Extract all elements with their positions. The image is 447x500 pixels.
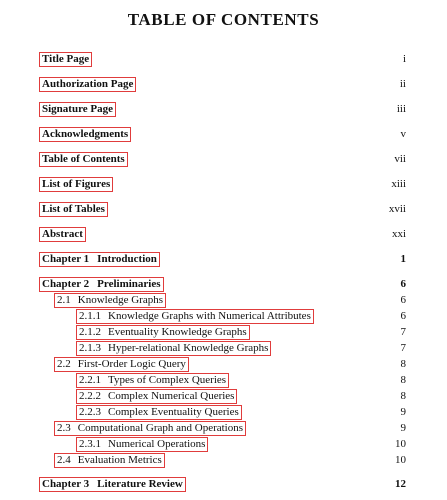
toc-link-acknowledgments[interactable]: Acknowledgments (39, 127, 131, 142)
toc-entry-section-2-1-2 (0, 325, 447, 341)
toc-link-section-2-2-3[interactable] (76, 405, 242, 420)
section-number: 2.1.3 (79, 342, 101, 354)
section-number: 2.1 (57, 294, 71, 306)
section-number: 2.1.2 (79, 326, 101, 338)
toc-page-number: 9 (400, 406, 406, 418)
section-title: Complex Eventuality Queries (108, 406, 239, 418)
toc-link-section-2-1-1[interactable] (76, 309, 314, 324)
section-title: Types of Complex Queries (108, 374, 227, 386)
toc-entry-section-2-3 (0, 421, 447, 437)
toc-page-number: xxi (391, 228, 406, 240)
toc-link-section-2-1[interactable] (54, 293, 166, 308)
toc-page-number: 7 (400, 326, 406, 338)
toc-page-number: 6 (400, 294, 406, 306)
toc-link-section-2-3-1[interactable] (76, 437, 208, 452)
toc-page-number: 9 (400, 422, 406, 434)
section-number: 2.3 (57, 422, 71, 434)
toc-page-number: xiii (391, 178, 406, 190)
toc-entry-section-2-3-1 (0, 437, 447, 453)
toc-page-number: vii (394, 153, 406, 165)
toc-link-authorization-page[interactable]: Authorization Page (39, 77, 136, 92)
section-number: 2.2 (57, 358, 71, 370)
section-number: 2.4 (57, 454, 71, 466)
toc-entry-section-2-2 (0, 357, 447, 373)
section-title: Computational Graph and Operations (77, 422, 244, 434)
toc-page-number: i (402, 53, 406, 65)
toc-entry-list-of-tables (0, 202, 447, 218)
toc-entry-section-2-2-1 (0, 373, 447, 389)
toc-entry-chapter-3 (0, 477, 447, 493)
chapter-number: Chapter 1 (42, 253, 90, 265)
toc-page-number: 8 (400, 374, 406, 386)
section-title: Hyper-relational Knowledge Graphs (108, 342, 269, 354)
section-title: Knowledge Graphs with Numerical Attributes (108, 310, 311, 322)
toc-link-signature-page[interactable]: Signature Page (39, 102, 116, 117)
toc-entry-section-2-2-2 (0, 389, 447, 405)
section-number: 2.2.3 (79, 406, 101, 418)
toc-link-section-2-2-2[interactable] (76, 389, 237, 404)
toc-entry-title-page (0, 52, 447, 68)
section-title: Numerical Operations (108, 438, 206, 450)
section-title: Knowledge Graphs (77, 294, 163, 306)
section-number: 2.1.1 (79, 310, 101, 322)
toc-link-section-2-2[interactable] (54, 357, 189, 372)
section-title: First-Order Logic Query (77, 358, 186, 370)
toc-link-table-of-contents[interactable]: Table of Contents (39, 152, 128, 167)
page-title: TABLE OF CONTENTS (127, 10, 320, 29)
section-number: 2.3.1 (79, 438, 101, 450)
section-title: Eventuality Knowledge Graphs (108, 326, 247, 338)
toc-entry-chapter-1 (0, 252, 447, 268)
toc-link-abstract[interactable]: Abstract (39, 227, 86, 242)
chapter-number: Chapter 3 (42, 478, 90, 490)
toc-page-number: 6 (400, 278, 406, 290)
toc-page-number: 8 (400, 358, 406, 370)
toc-link-section-2-1-2[interactable] (76, 325, 250, 340)
toc-entry-list-of-figures (0, 177, 447, 193)
toc-link-chapter-1[interactable] (39, 252, 160, 267)
toc-link-section-2-4[interactable] (54, 453, 165, 468)
toc-link-section-2-3[interactable] (54, 421, 246, 436)
toc-entry-acknowledgments (0, 127, 447, 143)
toc-entry-section-2-4 (0, 453, 447, 469)
toc-link-section-2-2-1[interactable] (76, 373, 229, 388)
chapter-title: Introduction (97, 253, 157, 265)
section-title: Evaluation Metrics (77, 454, 162, 466)
toc-entry-section-2-1-3 (0, 341, 447, 357)
toc-page-number: 12 (395, 478, 406, 490)
toc-entry-signature-page (0, 102, 447, 118)
toc-link-chapter-2[interactable] (39, 277, 164, 292)
toc-page-number: 8 (400, 390, 406, 402)
toc-entry-chapter-2 (0, 277, 447, 293)
chapter-title: Literature Review (97, 478, 183, 490)
toc-entry-section-2-1-1 (0, 309, 447, 325)
chapter-title: Preliminaries (97, 278, 161, 290)
toc-page-number: 10 (395, 454, 406, 466)
chapter-number: Chapter 2 (42, 278, 90, 290)
toc-link-title-page[interactable]: Title Page (39, 52, 92, 67)
toc-link-chapter-3[interactable] (39, 477, 186, 492)
toc-page-number: 6 (400, 310, 406, 322)
toc-page-number: 1 (400, 253, 406, 265)
toc-page-number: v (400, 128, 406, 140)
toc-entry-section-2-1 (0, 293, 447, 309)
toc-entry-authorization-page (0, 77, 447, 93)
toc-entry-table-of-contents (0, 152, 447, 168)
section-number: 2.2.2 (79, 390, 101, 402)
toc-link-section-2-1-3[interactable] (76, 341, 271, 356)
toc-page-number: iii (396, 103, 406, 115)
toc-page-number: 7 (400, 342, 406, 354)
toc-page-number: xvii (388, 203, 406, 215)
toc-entry-section-2-2-3 (0, 405, 447, 421)
toc-page-number: 10 (395, 438, 406, 450)
toc-entry-abstract (0, 227, 447, 243)
section-number: 2.2.1 (79, 374, 101, 386)
toc-link-list-of-figures[interactable]: List of Figures (39, 177, 113, 192)
toc-link-list-of-tables[interactable]: List of Tables (39, 202, 108, 217)
toc-page-number: ii (399, 78, 406, 90)
section-title: Complex Numerical Queries (108, 390, 235, 402)
